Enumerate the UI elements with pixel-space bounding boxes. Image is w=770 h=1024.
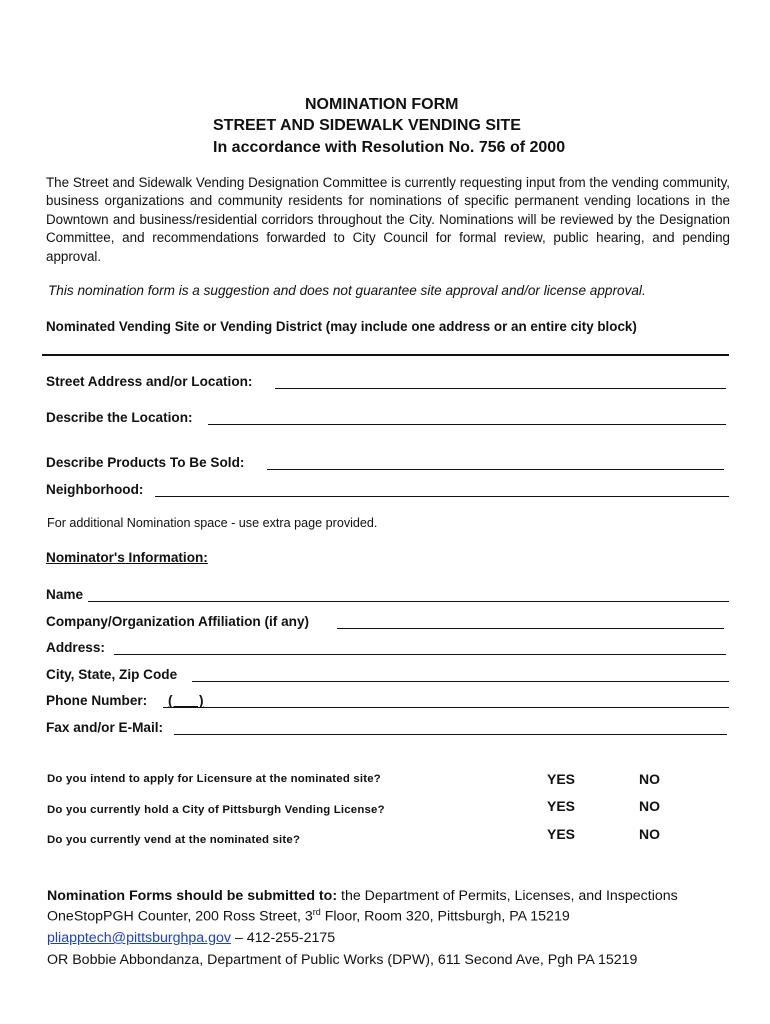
license-held-yes-option[interactable]: YES [547,798,576,814]
license-held-no-option[interactable]: NO [639,798,660,814]
address-part-a: OneStopPGH Counter, 200 Ross Street, 3 [47,908,313,925]
question-vend-site: Do you currently vend at the nominated site? [47,834,301,846]
intro-paragraph: The Street and Sidewalk Vending Designation Committee is currently requesting input from the vending community, business organizations and community residents for nominations of specific permanent vending locations in the Downtown and business/residential corridors throughout the City. Nominations will be reviewed by the Designation Committee, and recommendations forwarded to City Council for formal review, public hearing, and pending approval. [46,175,730,264]
question-license-held: Do you currently hold a City of Pittsburgh Vending License? [47,804,385,816]
alternate-contact: OR Bobbie Abbondanza, Department of Public Works (DPW), 611 Second Ave, Pgh PA 15219 [47,952,638,968]
address-ordinal: rd [312,907,321,917]
products-label: Describe Products To Be Sold: [46,455,245,470]
address-label: Address: [46,640,105,655]
fax-email-field[interactable] [174,734,727,735]
vend-site-no-option[interactable]: NO [639,826,660,842]
street-address-label: Street Address and/or Location: [46,374,253,389]
describe-location-label: Describe the Location: [46,410,193,425]
site-heading-line[interactable] [42,354,729,356]
phone-label: Phone Number: [46,693,148,708]
submission-line [47,888,678,904]
address-field[interactable] [114,654,726,655]
city-field[interactable] [192,681,729,682]
resolution-line: In accordance with Resolution No. 756 of 2000 [213,139,566,156]
nominator-heading: Nominator's Information: [46,550,208,565]
neighborhood-field[interactable] [155,496,729,497]
form-subtitle: STREET AND SIDEWALK VENDING SITE [213,117,521,134]
phone-area-code: ( ) [168,693,204,708]
street-address-field[interactable] [275,388,726,389]
fax-email-label: Fax and/or E-Mail: [46,720,164,735]
form-title: NOMINATION FORM [305,96,459,113]
extra-space-note: For additional Nomination space - use extra page provided. [47,516,378,530]
vend-site-yes-option[interactable]: YES [547,826,576,842]
name-label: Name [46,587,84,602]
phone-field[interactable] [163,707,729,708]
email-link[interactable]: pliapptech@pittsburghpa.gov [47,930,231,946]
neighborhood-label: Neighborhood: [46,482,144,497]
company-label: Company/Organization Affiliation (if any) [46,614,310,629]
address-part-b: Floor, Room 320, Pittsburgh, PA 15219 [320,908,570,925]
licensure-no-option[interactable]: NO [639,771,660,787]
submission-dept: the Department of Permits, Licenses, and Inspections [341,888,678,904]
site-heading: Nominated Vending Site or Vending District (may include one address or an entire city block) [46,319,637,334]
submission-address [47,907,570,925]
city-label: City, State, Zip Code [46,667,178,682]
company-field[interactable] [337,628,724,629]
contact-phone: – 412-255-2175 [231,930,336,946]
disclaimer: This nomination form is a suggestion and does not guarantee site approval and/or license approval. [48,283,646,298]
describe-location-field[interactable] [208,424,726,425]
contact-line [47,930,335,946]
licensure-yes-option[interactable]: YES [547,771,576,787]
question-licensure: Do you intend to apply for Licensure at the nominated site? [47,773,381,785]
submission-label: Nomination Forms should be submitted to: [47,888,338,904]
name-field[interactable] [88,601,729,602]
products-field[interactable] [267,469,724,470]
